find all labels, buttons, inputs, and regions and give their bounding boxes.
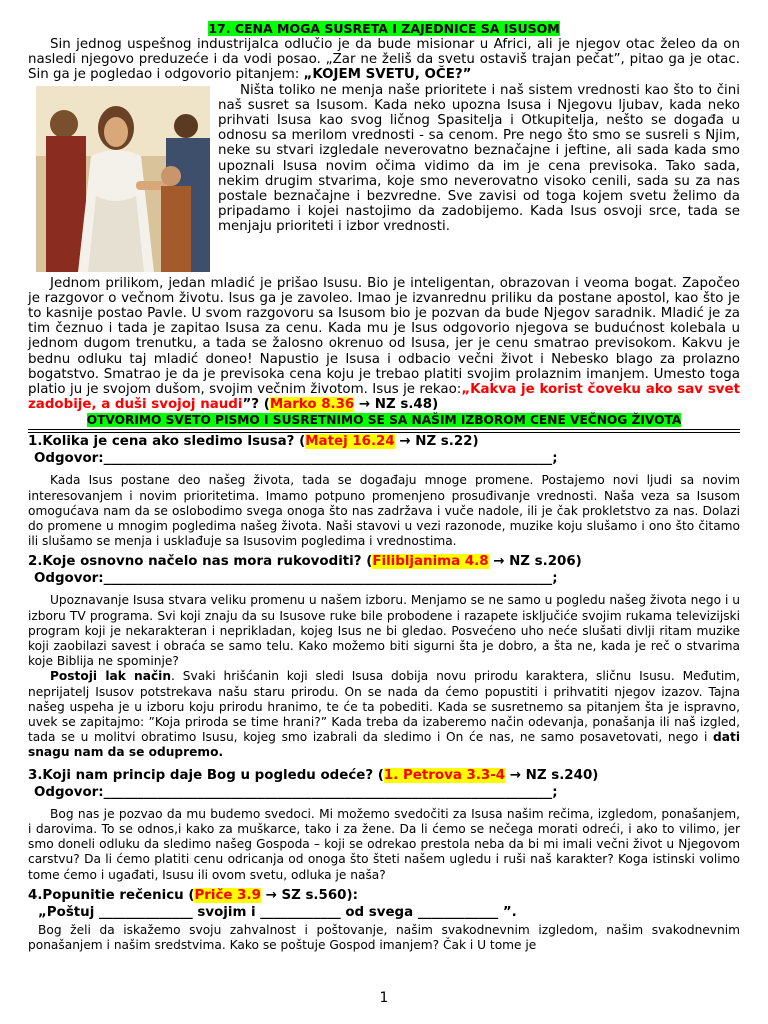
- jesus-painting-image: [36, 86, 210, 272]
- question-1: 1.Kolika je cena ako sledimo Isusa? (Matej 16.24 → NZ s.22): [28, 434, 479, 450]
- page-number: 1: [379, 990, 389, 1006]
- divider: [28, 429, 740, 430]
- paragraph-3: Jednom prilikom, jedan mladić je prišao Isusu. Bio je inteligentan, obrazovan i veoma bogat. Započeo je razgovor o večnom životu. Isus ga je zavoleo. Imao je izvanrednu priliku da postane apostol, kao što je to kasnije postao Pavle. U svom razgovoru sa Isusom bio je pozvan da bude Njegov saradnik. Mladić je za tim čeznuo i tada je zapitao Isusa za cenu. Kada mu je Isus odgovorio njegova se budućnost kolebala u jednom dugom trenutku, a tada se žalosno okrenuo od Isusa, jer je cenu smatrao previsokom. Kakvu je bednu odluku taj mladić doneo! Napustio je Isusa i odbacio večni život i Nebesko blago za prolazno bogatstvo. Smatrao je da je previsoka cena koju je trebao platiti svojim prolaznim imanjem. Umesto toga platio ju je svojom dušom, svojim večnim životom. Isus je rekao:„Kakva je korist čoveku ako sav svet zadobije, a duši svojoj naudi”? (Marko 8.36 → NZ s.48): [28, 275, 741, 413]
- question-2-body-2: Postoji lak način. Svaki hrišćanin koji sledi Isusa dobija novu prirodu karaktera, sličnu Isusu. Međutim, neprijatelj Isusov potstrekava našu staru prirodu. On se nada da ćemo popustiti i prihvatiti njegov izazov. Tajna našeg uspeha je u izboru koju prirodu hranimo, te će ta pobediti. Kada se susretnemo sa pitanjem šta je ispravno, uvek se zapitajmo: ”Koja priroda se time hrani?” Kada treba da izaberemo način odevanja, ponašanja ili naš izgled, tada se u molitvi obratimo Isusu, kojeg smo izabrali da sledimo i On će nas, ne samo posavetovati, nego i dati snagu nam da se odupremo.: [28, 669, 740, 760]
- section-banner: OTVORIMO SVETO PISMO I SUSRETNIMO SE SA NAŠIM IZBOROM CENE VEČNOG ŽIVOTA: [86, 413, 682, 428]
- question-3: 3.Koji nam princip daje Bog u pogledu odeće? (1. Petrova 3.3-4 → NZ s.240): [28, 767, 599, 783]
- question-2-body-1: Upoznavanje Isusa stvara veliku promenu u našem izboru. Menjamo se ne samo u pogledu našeg života nego i u izboru TV programa. Svi koji znaju da su Isusove ruke bile probodene i razapete isključiće svojim rukama televizijski program koji je nekarakteran i neprikladan, kojeg Isus ne bi gledao. Posvećeno uho neće slušati divlji ritam muzike koji zaobilazi savest i obraća se samo telu. Kako možemo biti sigurni šta je dobro, a šta ne, kada je reč o stvarima koje Biblija ne spominje?: [28, 593, 740, 669]
- answer-field-3[interactable]: Odgovor:___________________________________________________________________;: [34, 784, 558, 800]
- paragraph-2: Ništa toliko ne menja naše prioritete i naš sistem vrednosti kao što to čini naš susret sa Isusom. Kada neko upozna Isusa i Njegovu ljubav, kada neko prihvati Isusa kao svog ličnog Spasitelja i Otkupitelja, nešto se događa u odnosu sa merilom vrednosti - sa cenom. Pre nego što smo se susreli s Njim, neke su stvari izgledale neverovatno beznačajne i jeftine, ali sada kada smo upoznali Isusa novim očima vidimo da im je cena previsoka. Tako sada, nekim drugim stvarima, koje smo neverovatno visoko cenili, sada su za nas postale beznačajne i bezvredne. Sve zavisi od toga kojem svetu želimo da pripadamo i kojei nastojimo da zadobijemo. Kada Isus osvoji srce, tada se menjaju prioriteti i izbor vrednosti.: [218, 82, 740, 235]
- page-title: 17. CENA MOGA SUSRETA I ZAJEDNICE SA ISUSOM: [208, 21, 560, 36]
- question-1-body: Kada Isus postane deo našeg života, tada se događaju mnoge promene. Postajemo novi ljudi sa novim interesovanjem i novim prioritetima. Imamo potpuno promenjeno prosuđivanje vrednosti. Naša veza sa Isusom omogućava nam da se oslobodimo svega onoga što nas zadržava i vuče nadole, ili je čak prokletstvo za nas. Dolazi do promene u mnogim pogledima našeg života. Naši stavovi u vezi razonode, muzike koju slušamo i ono što čitamo ili slušamo se menja i usklađuje sa Isusovim pogledima i vrednostima.: [28, 473, 740, 549]
- intro-paragraph: Sin jednog uspešnog industrijalca odlučio je da bude misionar u Africi, ali je njegov otac želeo da on nasledi njegovo preduzeće i da vodi posao. „Zar ne želiš da svetu ostaviš trajan pečat”, pitao ga je otac. Sin ga je pogledao i odgovorio pitanjem: „KOJEM SVETU, OČE?”: [28, 37, 740, 83]
- document-page: [28, 20, 740, 953]
- answer-field-1[interactable]: Odgovor:___________________________________________________________________;: [34, 451, 558, 467]
- answer-field-2[interactable]: Odgovor:___________________________________________________________________;: [34, 571, 558, 587]
- question-2: 2.Koje osnovno načelo nas mora rukovoditi? (Filibljanima 4.8 → NZ s.206): [28, 554, 582, 570]
- question-4-body: Bog želi da iskažemo svoju zahvalnost i poštovanje, našim svakodnevnim izgledom, našim svakodnevnim ponašanjem i našim sredstvima. Kako se poštuje Gospod imanjem? Čak i U tome je: [28, 922, 740, 952]
- question-4: 4.Popunitie rečenicu (Priče 3.9 → SZ s.560):: [28, 887, 358, 903]
- question-3-body: Bog nas je pozvao da mu budemo svedoci. Mi možemo svedočiti za Isusa našim rečima, izgledom, ponašanjem, i darovima. To se odnos,i kako za muškarce, tako i za žene. Da li ćemo se nečega morati odreći, i ako to vilimo, jer smo doneli odluku da sledimo našeg Gospoda – koji se odrekao prestola neba da bi mi imali večni život u Njegovom carstvu? Da li ćemo platiti cenu odricanja od onoga što šteti našem ugledu i ruši naš karakter? Koga istinski volimo tome ćemo i ugađati, Isusu ili ovom svetu, odluka je naša?: [28, 806, 740, 882]
- fill-in-sentence[interactable]: „Poštuj ______________ svojim i ____________ od svega ____________ ”.: [38, 904, 517, 920]
